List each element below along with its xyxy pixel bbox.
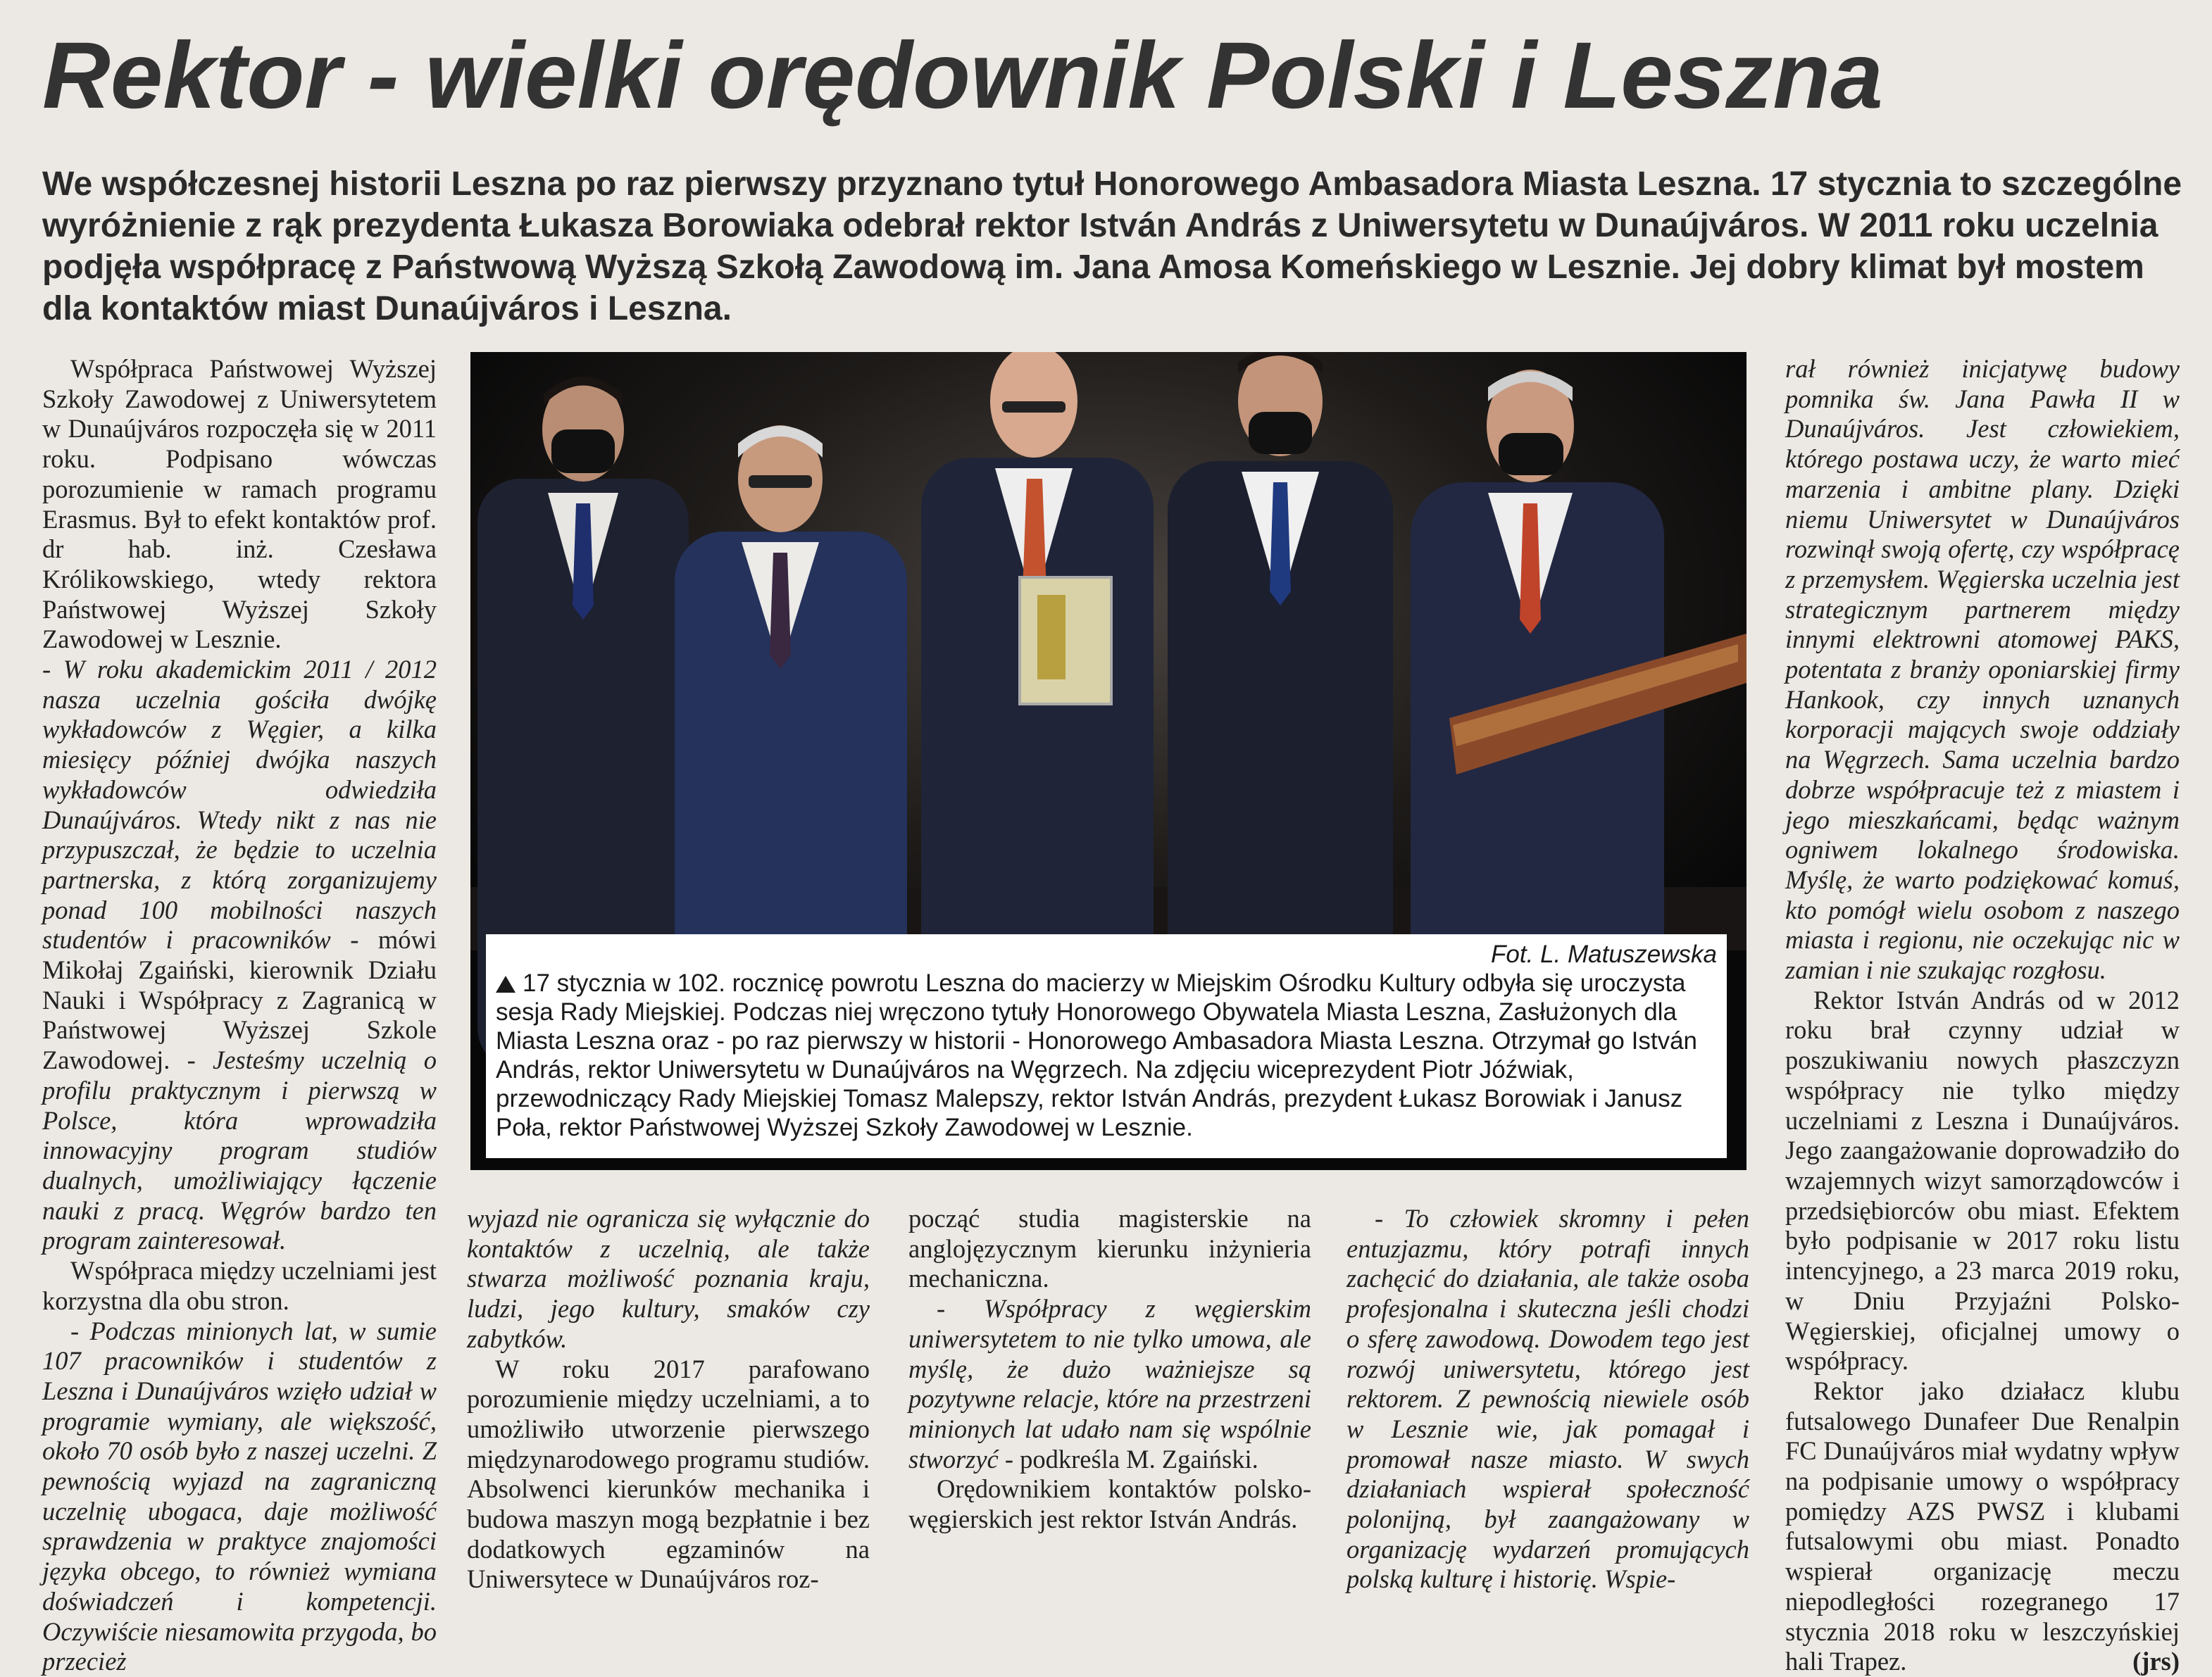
paragraph — [1785, 1376, 2180, 1677]
paragraph — [1346, 1204, 1749, 1595]
paragraph — [467, 1204, 870, 1355]
triangle-icon — [496, 976, 515, 993]
photo-credit: Fot. L. Matuszewska — [1491, 941, 1717, 968]
photo-caption — [486, 934, 1727, 1158]
article-lead: We współczesnej historii Leszna po raz pierwszy przyznano tytuł Honorowego Ambasadora Miasta Leszna. 17 stycznia to szczególne wyróżnienie z rąk prezydenta Łukasza Borowiaka odebrał rektor István András z Uniwersytetu w Dunaújváros. W 2011 roku uczelnia podjęła współpracę z Państwową Wyższą Szkołą Zawodową im. Jana Amosa Komeńskiego w Lesznie. Jej dobry klimat był mostem dla kontaktów miast Dunaújváros i Leszna. — [42, 165, 2182, 327]
paragraph: Współpraca Państwowej Wyższej Szkoły Zawodowej z Uniwersytetem w Dunaújváros rozpoczęła się w 2011 roku. Podpisano wówczas porozumienie w ramach programu Erasmus. Był to efekt kontaktów prof. dr hab. inż. Czesława Królikowskiego, wtedy rektora Państwowej Wyższej Szkoły Zawodowej w Lesznie. — [42, 354, 437, 654]
article-headline: Rektor - wielki orędownik Polski i Leszna — [42, 23, 1883, 128]
text-column-3 — [908, 1204, 1311, 1535]
paragraph: począć studia magisterskie na anglojęzycznym kierunku inżynieria mechaniczna. — [908, 1204, 1311, 1293]
text-column-2 — [467, 1204, 870, 1595]
paragraph — [42, 655, 437, 1256]
quote-text: - To człowiek skromny i pełen entuzjazmu, który potrafi innych zachęcić do działania, ale także osoba profesjonalna i skuteczna jeśli chodzi o sferę zawodową. Dowodem tego jest rozwój uniwersytetu, którego jest rektorem. Z pewnością niewiele osób w Lesznie wie, jak pomagał i promował nasze miasto. W swych działaniach wspierał społeczność polonijną, był zaangażowany w organizację wydarzeń promujących polską kulturę i historię. Wspie- — [1346, 1204, 1749, 1594]
paragraph — [42, 1317, 437, 1677]
text-column-1 — [42, 354, 437, 1677]
paragraph — [1785, 354, 2180, 986]
text-column-4 — [1346, 1204, 1749, 1595]
paragraph: Orędownikiem kontaktów polsko-węgierskich jest rektor István András. — [908, 1474, 1311, 1534]
paragraph: Współpraca między uczelniami jest korzystna dla obu stron. — [42, 1256, 437, 1315]
text-column-5 — [1785, 354, 2180, 1677]
attribution-text: - podkreśla M. Zgaiński. — [998, 1444, 1258, 1474]
paragraph: Rektor István András od w 2012 roku brał czynny udział w poszukiwaniu nowych płaszczyzn współpracy nie tylko między uczelniami z Leszna i Dunaújváros. Jego zaangażowanie doprowadziło do wzajemnych wizyt samorządowców i przedsiębiorców obu miast. Efektem było podpisanie w 2017 roku listu intencyjnego, a 23 marca 2019 roku, w Dniu Przyjaźni Polsko-Węgierskiej, oficjalnej umowy o współpracy. — [1785, 985, 2180, 1376]
quote-text: Jesteśmy uczelnią o profilu praktycznym i pierwszą w Polsce, która wprowadziła innowacyjny program studiów dualnych, umożliwiający łączenie nauki z pracą. Węgrów bardzo ten program zainteresował. — [42, 1045, 437, 1255]
caption-text-block — [496, 969, 1717, 1142]
paragraph — [908, 1294, 1311, 1474]
quote-text: wyjazd nie ogranicza się wyłącznie do kontaktów z uczelnią, ale także stwarza możliwość poznania kraju, ludzi, jego kultury, smaków czy zabytków. — [467, 1204, 870, 1353]
quote-text: - W roku akademickim 2011 / 2012 nasza uczelnia gościła dwójkę wykładowców z Węgier, a kilka miesięcy później dwójka naszych wykładowców odwiedziła Dunaújváros. Wtedy nikt z nas nie przypuszczał, że będzie to uczelnia partnerska, z którą zorganizujemy ponad 100 mobilności naszych studentów i pracowników — [42, 655, 437, 955]
quote-text: rał również inicjatywę budowy pomnika św. Jana Pawła II w Dunaújváros. Jest człowiekiem, którego postawa uczy, że warto mieć marzenia i ambitne plany. Dzięki niemu Uniwersytet w Dunaújváros rozwinął swoją ofertę, czy współpracę z przemysłem. Węgierska uczelnia jest strategicznym partnerem między innymi elektrowni atomowej PAKS, potentata z branży oponiarskiej firmy Hankook, czy innych uznanych korporacji mających swoje oddziały na Węgrzech. Sama uczelnia bardzo dobrze współpracuje też z miastem i jego mieszkańcami, będąc ważnym ogniwem lokalnego środowiska. Myślę, że warto podziękować komuś, kto pomógł wielu osobom z naszego miasta i regionu, nie oczekując nic w zamian i nie szukając rozgłosu. — [1785, 354, 2180, 985]
quote-text: - Podczas minionych lat, w sumie 107 pracowników i studentów z Leszna i Dunaújváros wzięło udział w programie wymiany, ale większość, około 70 osób było z naszej uczelni. Z pewnością wyjazd na zagraniczną uczelnię ubogaca, daje możliwość sprawdzenia w praktyce znajomości języka obcego, to również wymiana doświadczeń i kompetencji. Oczywiście niesamowita przygoda, bo przecież — [42, 1316, 437, 1676]
paragraph: W roku 2017 parafowano porozumienie między uczelniami, a to umożliwiło utworzenie pierwszego międzynarodowego programu studiów. Absolwenci kierunków mechanika i budowa maszyn mogą bezpłatnie i bez dodatkowych egzaminów na Uniwersytece w Dunaújváros roz- — [467, 1354, 870, 1594]
attribution-text: - mówi Mikołaj Zgaiński, kierownik Działu Nauki i Współpracy z Zagranicą w Państwowej Wyższej Szkole Zawodowej. - — [42, 925, 437, 1075]
paragraph-text: Rektor jako działacz klubu futsalowego Dunafeer Due Renalpin FC Dunaújváros miał wydatny wpływ na podpisanie umowy o współpracy pomiędzy AZS PWSZ i klubami futsalowymi obu miast. Ponadto wspierał organizację meczu niepodległości rozegranego 17 stycznia 2018 roku w leszczyńskiej hali Trapez. — [1785, 1376, 2180, 1676]
caption-text: 17 stycznia w 102. rocznicę powrotu Leszna do macierzy w Miejskim Ośrodku Kultury odbyła się uroczysta sesja Rady Miejskiej. Podczas niej wręczono tytuły Honorowego Obywatela Miasta Leszna, Zasłużonych dla Miasta Leszna oraz - po raz pierwszy w historii - Honorowego Ambasadora Miasta Leszna. Otrzymał go István András, rektor Uniwersytetu w Dunaújváros na Węgrzech. Na zdjęciu wiceprezydent Piotr Jóźwiak, przewodniczący Rady Miejskiej Tomasz Malepszy, rektor István András, prezydent Łukasz Borowiak i Janusz Poła, rektor Państwowej Wyższej Szkoły Zawodowej w Lesznie. — [496, 969, 1697, 1141]
quote-text: - Współpracy z węgierskim uniwersytetem to nie tylko umowa, ale myślę, że dużo ważniejsze są pozytywne relacje, które na przestrzeni minionych lat udało nam się wspólnie stworzyć — [908, 1294, 1311, 1474]
author-signature: (jrs) — [2132, 1647, 2180, 1676]
article-photo — [470, 352, 1747, 1170]
